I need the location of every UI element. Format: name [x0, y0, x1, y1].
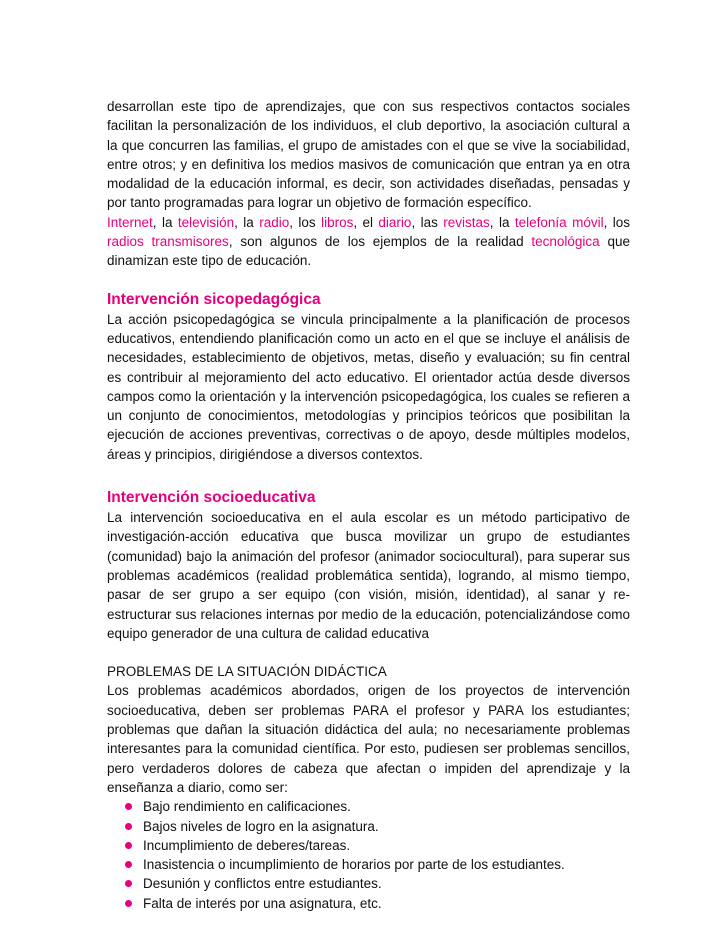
term-radios: radios transmisores — [107, 234, 229, 250]
separator: , las — [411, 214, 444, 230]
list-item — [123, 797, 630, 816]
spacer — [107, 643, 630, 662]
term-diario: diario — [378, 214, 412, 230]
list-item — [123, 817, 630, 836]
problems-list — [107, 797, 630, 913]
intro-paragraph: desarrollan este tipo de aprendizajes, que con sus respectivos contactos sociales facilitan la personalización de los individuos, el club deportivo, la asociación cultural a la que concurren las familias, el grupo de amistades con el que se vive la sociabilidad, entre otros; y en definitiva los medios masivos de comunicación que entran ya en otra modalidad de la educación informal, es decir, son actividades diseñadas, pensadas y por tanto programadas para lograr un objetivo de formación específico. — [107, 99, 630, 211]
list-item — [123, 894, 630, 913]
list-item-text: Bajos niveles de logro en la asignatura. — [143, 818, 379, 834]
separator: , el — [353, 214, 379, 230]
list-item-text: Falta de interés por una asignatura, etc. — [143, 895, 382, 911]
term-radio: radio — [259, 214, 290, 230]
bullet-icon — [125, 861, 132, 868]
heading-intervencion-sicopedagogica: Intervención sicopedagógica — [107, 290, 321, 308]
list-item — [123, 855, 630, 874]
separator: , la — [489, 214, 515, 230]
term-tecnologica: tecnológica — [531, 234, 600, 250]
term-revistas: revistas — [443, 214, 490, 230]
list-item — [123, 874, 630, 893]
separator: , los — [603, 214, 630, 230]
term-internet: Internet — [107, 214, 153, 230]
spacer — [107, 271, 630, 290]
list-item-text: Bajo rendimiento en calificaciones. — [143, 799, 351, 815]
heading-problemas-situacion-didactica: PROBLEMAS DE LA SITUACIÓN DIDÁCTICA — [107, 664, 387, 680]
bullet-icon — [125, 803, 132, 810]
separator: que dinamizan este tipo de educación. — [107, 234, 630, 269]
bullet-icon — [125, 880, 132, 887]
separator: , son algunos de los ejemplos de la realidad — [228, 234, 532, 250]
separator: , la — [152, 214, 178, 230]
media-examples-paragraph — [107, 213, 630, 271]
list-item-text: Desunión y conflictos entre estudiantes. — [143, 876, 382, 892]
psicopedagogica-paragraph: La acción psicopedagógica se vincula principalmente a la planificación de procesos educativos, entendiendo planificación como un acto en el que se incluye el análisis de necesidades, establecimiento de objetivos, metas, diseño y evaluación; su fin central es contribuir al mejoramiento del acto educativo. El orientador actúa desde diversos campos como la orientación y la intervención psicopedagógica, los cuales se refieren a un conjunto de conocimientos, metodologías y principios teóricos que posibilitan la ejecución de acciones preventivas, correctivas o de apoyo, desde múltiples modelos, áreas y principios, dirigiéndose a diversos contextos. — [107, 311, 630, 462]
socioeducativa-paragraph: La intervención socioeducativa en el aula escolar es un método participativo de investigación-acción educativa que busca movilizar un grupo de estudiantes (comunidad) bajo la animación del profesor (animador sociocultural), para superar sus problemas académicos (realidad problemática sentida), logrando, al mismo tiempo, pasar de ser grupo a ser equipo (con visión, misión, identidad), al sanar y re-estructurar sus relaciones internas por medio de la educación, potencializándose como equipo generador de una cultura de calidad educativa — [107, 510, 630, 641]
separator: , los — [289, 214, 322, 230]
heading-intervencion-socioeducativa: Intervención socioeducativa — [107, 489, 316, 507]
document-page — [107, 97, 630, 913]
term-libros: libros — [321, 214, 354, 230]
spacer — [107, 464, 630, 488]
list-item — [123, 836, 630, 855]
list-item-text: Incumplimiento de deberes/tareas. — [143, 837, 351, 853]
term-television: televisión — [177, 214, 235, 230]
term-telefonia: telefonía móvil — [514, 214, 604, 230]
list-item-text: Inasistencia o incumplimiento de horarios por parte de los estudiantes. — [143, 857, 565, 873]
problemas-paragraph: Los problemas académicos abordados, origen de los proyectos de intervención socioeducativa, deben ser problemas PARA el profesor y PARA los estudiantes; problemas que dañan la situación didáctica del aula; no necesariamente problemas interesantes para la comunidad científica. Por esto, pudiesen ser problemas sencillos, pero verdaderos dolores de cabeza que afectan o impiden del aprendizaje y la enseñanza a diario, como ser: — [107, 683, 630, 795]
bullet-icon — [125, 823, 132, 830]
bullet-icon — [125, 842, 132, 849]
bullet-icon — [125, 900, 132, 907]
separator: , la — [234, 214, 260, 230]
